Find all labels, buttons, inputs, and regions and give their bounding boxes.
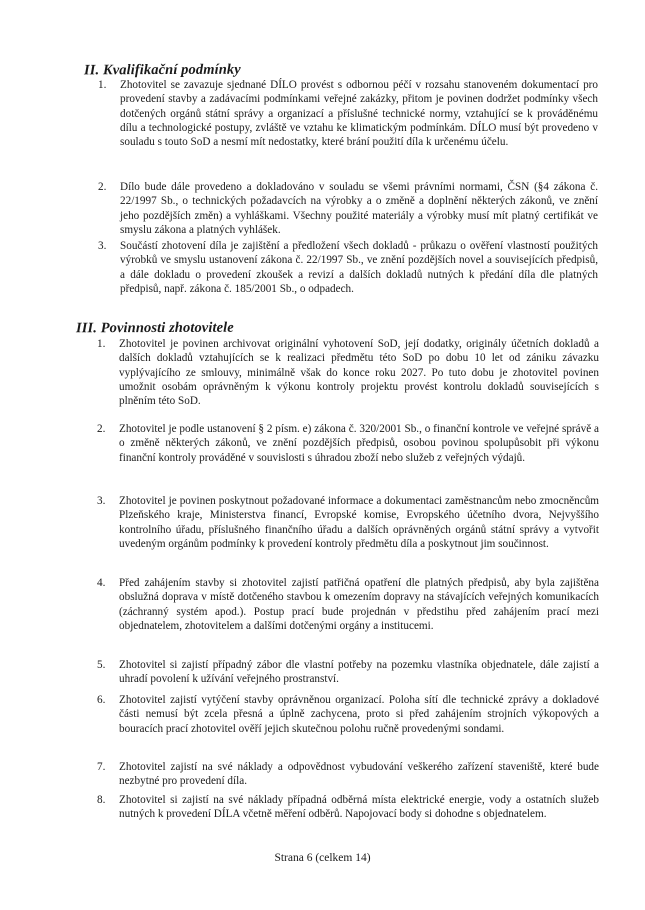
item-text: Součástí zhotovení díla je zajištění a předložení všech dokladů - průkazu o ověření vlastností použitých výrobků ve smyslu ustanovení zákona č. 22/1997 Sb., ve znění pozdějších novel a souvisejících předpisů, a dále dokladu o provedení zkoušek a revizí a dalších dokladů nutných k předání díla dle platných předpisů, např. zákona č. 185/2001 Sb., o odpadech. (120, 240, 598, 295)
item-text: Zhotovitel je podle ustanovení § 2 písm. e) zákona č. 320/2001 Sb., o finanční kontrole ve veřejné správě a o změně některých zákonů, ve znění pozdějších předpisů, osobou povinou spolupůsobit při výkonu finanční kontroly prováděné v souvislosti s úhradou zboží nebo služeb z veřejných výdajů. (119, 423, 599, 464)
item-number: 1. (97, 338, 106, 350)
item-text: Zhotovitel si zajistí případný zábor dle vlastní potřeby na pozemku vlastníka objednatele, dále zajistí a uhradí povolení k užívání veřejného prostranství. (119, 659, 599, 686)
item-text: Zhotovitel se zavazuje sjednané DÍLO provést s odbornou péčí v rozsahu stanoveném dokumentací pro provedení stavby a zadávacími podmínkami veřejné zakázky, přitom je povinen dodržet podmínky všech dotčených orgánů státní správy a organizací a příslušné technické normy, vztahující se k prováděnému dílu a technologické postupy, zvláště ve vztahu ke klimatickým podmínkám. DÍLO musí být provedeno v souladu s touto SoD a nesmí mít nedostatky, které brání použití díla k určenému účelu. (120, 79, 598, 149)
item-text: Dílo bude dále provedeno a dokladováno v souladu se všemi právními normami, ČSN (§4 zákona č. 22/1997 Sb., o technických požadavcích na výrobky a o změně a doplnění některých zákonů, ve znění jeho pozdějších změn) a vyhláškami. Všechny použité materiály a výrobky musí mít platný certifikát ve smyslu zákona a platných vyhlášek. (120, 181, 598, 236)
item-number: 3. (97, 495, 106, 507)
item-number: 2. (98, 181, 107, 193)
item-number: 8. (97, 794, 106, 806)
page-footer: Strana 6 (celkem 14) (274, 852, 371, 864)
section-heading-kvalifikacni-podminky: II. Kvalifikační podmínky (83, 61, 241, 79)
item-text: Zhotovitel zajistí na své náklady a odpovědnost vybudování veškerého zařízení staveniště, které bude nezbytné pro provedení díla. (119, 761, 599, 788)
item-text: Zhotovitel si zajistí na své náklady případná odběrná místa elektrické energie, vody a ostatních služeb nutných k provedení DÍLA včetně měření odběrů. Napojovací body si dohodne s objednatelem. (119, 794, 599, 821)
item-number: 3. (98, 240, 107, 252)
item-number: 5. (97, 659, 106, 671)
section-heading-povinnosti-zhotovitele: III. Povinnosti zhotovitele (75, 319, 234, 337)
item-number: 7. (97, 761, 106, 773)
item-text: Zhotovitel je povinen archivovat originální vyhotovení SoD, její dodatky, originály účetních dokladů a dalších dokladů vztahujících se k realizaci předmětu této SoD po dobu 10 let od zániku závazku vyplývajícího ze smlouvy, minimálně však do konce roku 2027. Po tuto dobu je zhotovitel povinen umožnit osobám oprávněným k výkonu kontroly projektu provést kontrolu dokladů souvisejících s plněním této SoD. (119, 338, 599, 408)
item-number: 1. (98, 79, 107, 91)
item-number: 4. (97, 577, 106, 589)
item-text: Zhotovitel zajistí vytýčení stavby oprávněnou organizací. Poloha sítí dle technické zprávy a dokladové části nemusí být zcela přesná a úplně zachycena, proto si před zahájením strojních výkopových a bouracích prací zhotovitel ověří jejich skutečnou polohu ručně provedenými sondami. (119, 694, 599, 735)
item-text: Před zahájením stavby si zhotovitel zajistí patřičná opatření dle platných předpisů, aby byla zajištěna obslužná doprava v místě dotčeného stavbou k omezením dopravy na stávajících veřejných komunikacích (záchranný systém apod.). Postup prací bude projednán v předstihu před zahájením prací mezi objednatelem, zhotovitelem a dalšími dotčenými orgány a institucemi. (119, 577, 599, 632)
item-number: 6. (97, 694, 106, 706)
item-text: Zhotovitel je povinen poskytnout požadované informace a dokumentaci zaměstnancům nebo zmocněncům Plzeňského kraje, Ministerstva financí, Evropské komise, Evropského účetního dvora, Nejvyššího kontrolního úřadu, příslušného finančního úřadu a dalších oprávněných orgánů státní správy a vytvořit uvedeným orgánům podmínky k provedení kontroly předmětu díla a poskytnout jim součinnost. (119, 495, 599, 550)
item-number: 2. (97, 423, 106, 435)
